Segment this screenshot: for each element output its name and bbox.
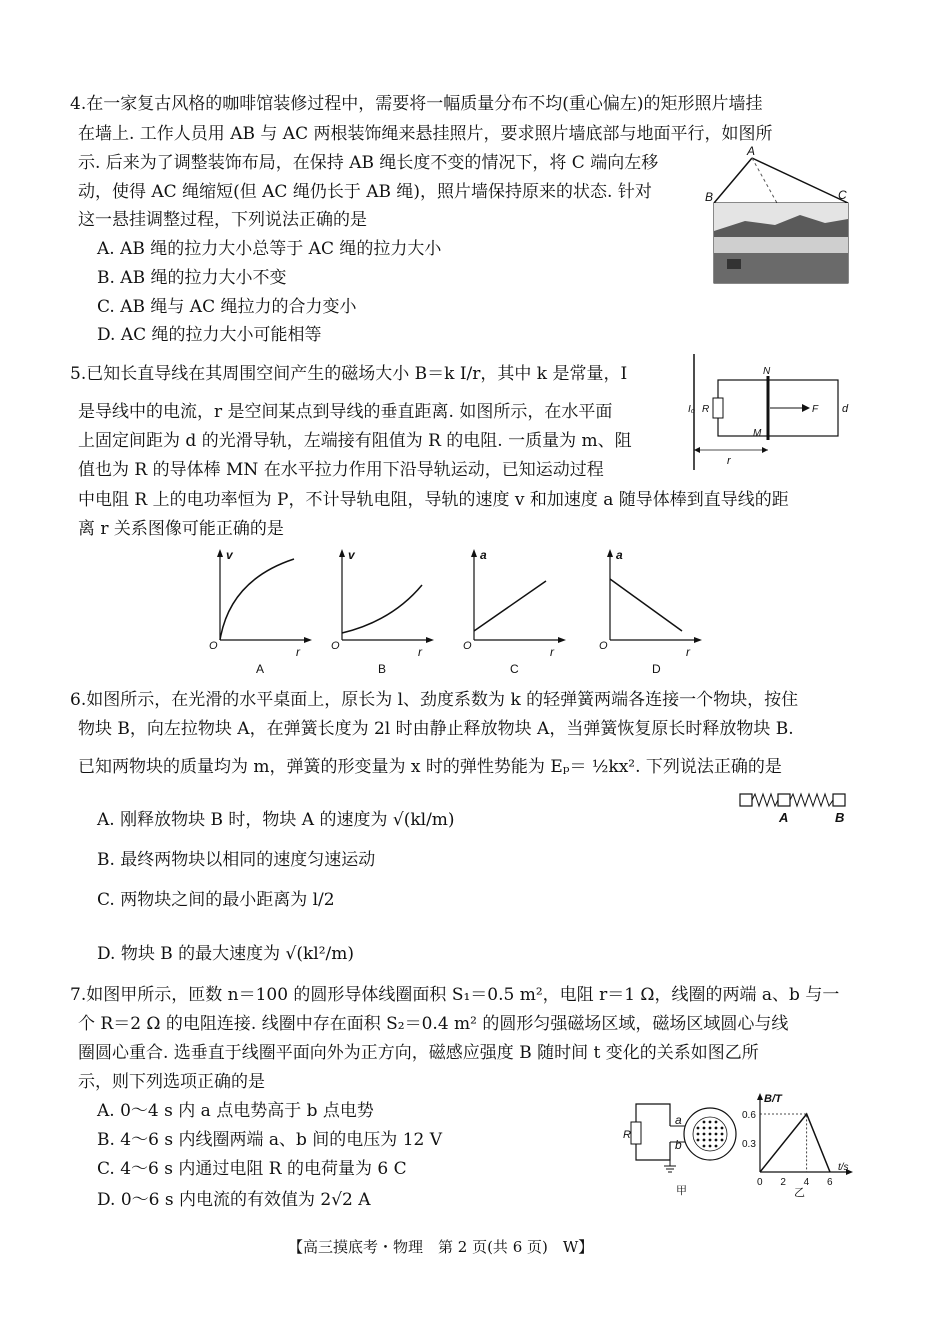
q6-line-2: 物块 B，向左拉物块 A，在弹簧长度为 2l 时由静止释放物块 A，当弹簧恢复原长时释放物块 B. <box>78 719 794 739</box>
q5-graph-d-xlabel: r <box>686 645 690 659</box>
field-dot <box>715 1145 718 1148</box>
field-dot <box>703 1139 706 1142</box>
q5-graph-b-origin: O <box>331 640 340 652</box>
q6-option-a: A. 刚释放物块 B 时，物块 A 的速度为 √(kl/m) <box>97 810 455 830</box>
q7-chart-xtick-3: 6 <box>827 1177 833 1188</box>
q7-chart-xtick-0: 0 <box>757 1177 763 1188</box>
q5-line-3: 上固定间距为 d 的光滑导轨，左端接有阻值为 R 的电阻. 一质量为 m、阻 <box>78 431 632 451</box>
q4-option-b: B. AB 绳的拉力大小不变 <box>97 268 287 288</box>
q7-figure-jia <box>622 1098 742 1198</box>
q4-option-d: D. AC 绳的拉力大小可能相等 <box>97 325 322 345</box>
q6-option-c: C. 两物块之间的最小距离为 l/2 <box>97 890 335 910</box>
q5-label-r-distance: r <box>727 455 731 467</box>
field-dot <box>715 1127 718 1130</box>
q7-option-d: D. 0～6 s 内电流的有效值为 2√2 A <box>97 1190 371 1210</box>
field-dot <box>721 1133 724 1136</box>
q7-chart-series-line <box>760 1114 830 1172</box>
q7-chart-caption: 乙 <box>794 1187 805 1199</box>
q7-option-b: B. 4～6 s 内线圈两端 a、b 间的电压为 12 V <box>97 1130 443 1150</box>
field-dot <box>703 1127 706 1130</box>
field-dot <box>721 1127 724 1130</box>
field-dot <box>697 1139 700 1142</box>
q5-graph-c-caption: C <box>510 662 519 676</box>
q5-graph-d-origin: O <box>599 640 608 652</box>
q6-line-3: 已知两物块的质量均为 m，弹簧的形变量为 x 时的弹性势能为 Eₚ＝ ½kx². 下列说法正确的是 <box>78 757 782 777</box>
q5-graph-b-xlabel: r <box>418 645 422 659</box>
q5-graph-a-origin: O <box>209 640 218 652</box>
q7-line-2: 个 R＝2 Ω 的电阻连接. 线圈中存在面积 S₂＝0.4 m² 的圆形匀强磁场区域，磁场区域圆心与线 <box>78 1014 789 1034</box>
page-footer: 【高三摸底考・物理 第 2 页(共 6 页) W】 <box>288 1238 594 1256</box>
q5-graph-d <box>590 545 710 675</box>
q7-chart-ytick-0: 0.6 <box>742 1110 756 1121</box>
q6-fig-label-a: A <box>779 810 789 825</box>
field-dot <box>703 1121 706 1124</box>
q7-jia-label-a: a <box>675 1113 682 1127</box>
q5-graph-b <box>322 545 442 675</box>
q7-figure-yi <box>742 1090 860 1200</box>
q4-fig-label-b: B <box>705 190 714 204</box>
field-dot <box>709 1133 712 1136</box>
q6-option-d: D. 物块 B 的最大速度为 √(kl²/m) <box>97 944 355 964</box>
q5-graph-a-caption: A <box>256 662 265 676</box>
q4-option-c: C. AB 绳与 AC 绳拉力的合力变小 <box>97 297 357 317</box>
field-dot <box>715 1133 718 1136</box>
q4-line-1: 4.在一家复古风格的咖啡馆装修过程中，需要将一幅质量分布不均(重心偏左)的矩形照片墙挂 <box>70 94 763 114</box>
q7-chart-xtick-1: 2 <box>780 1177 786 1188</box>
q5-graph-d-ylabel: a <box>616 548 623 562</box>
q4-line-3: 示. 后来为了调整装饰布局，在保持 AB 绳长度不变的情况下，将 C 端向左移 <box>78 153 659 173</box>
q5-graph-b-caption: B <box>378 662 387 676</box>
q5-label-f: F <box>812 404 819 415</box>
field-dot <box>697 1133 700 1136</box>
field-dot <box>709 1127 712 1130</box>
q7-chart-xtick-2: 4 <box>803 1177 810 1188</box>
q4-line-5: 这一悬挂调整过程，下列说法正确的是 <box>78 210 367 230</box>
field-dot <box>703 1145 706 1148</box>
q7-chart-xlabel: t/s <box>838 1162 849 1173</box>
q5-graph-a-ylabel: v <box>226 548 233 562</box>
q5-label-m: M <box>753 428 762 439</box>
q5-graph-b-ylabel: v <box>348 548 355 562</box>
field-dot <box>721 1139 724 1142</box>
q5-line-4: 值也为 R 的导体棒 MN 在水平拉力作用下沿导轨运动，已知运动过程 <box>78 460 604 480</box>
q7-jia-label-r: R <box>623 1129 631 1141</box>
q5-circuit <box>690 352 860 472</box>
field-dot <box>715 1121 718 1124</box>
q7-line-3: 圈圆心重合. 选垂直于线圈平面向外为正方向，磁感应强度 B 随时间 t 变化的关系如图乙所 <box>78 1043 759 1063</box>
field-dot <box>709 1121 712 1124</box>
q7-jia-caption: 甲 <box>676 1185 687 1197</box>
q6-fig-label-b: B <box>835 810 845 825</box>
q7-line-4: 示，则下列选项正确的是 <box>78 1072 265 1092</box>
q5-graph-c-origin: O <box>463 640 472 652</box>
field-dot <box>697 1127 700 1130</box>
field-dot <box>709 1145 712 1148</box>
q5-graph-c-ylabel: a <box>480 548 487 562</box>
q7-jia-label-b: b <box>675 1138 682 1152</box>
q5-graph-a <box>200 545 320 675</box>
q7-line-1: 7.如图甲所示，匝数 n＝100 的圆形导体线圈面积 S₁＝0.5 m²，电阻 r＝1 Ω，线圈的两端 a、b 与一 <box>70 985 840 1005</box>
q5-graph-c <box>454 545 574 675</box>
q5-line-5: 中电阻 R 上的电功率恒为 P，不计导轨电阻，导轨的速度 v 和加速度 a 随导体棒到直导线的距 <box>78 490 789 510</box>
q4-fig-label-a: A <box>747 144 756 158</box>
q5-line-6: 离 r 关系图像可能正确的是 <box>78 519 284 539</box>
q5-line-2: 是导线中的电流，r 是空间某点到导线的垂直距离. 如图所示，在水平面 <box>78 402 613 422</box>
field-dot <box>709 1139 712 1142</box>
q5-label-i0: I₀ <box>688 404 695 415</box>
q4-option-a: A. AB 绳的拉力大小总等于 AC 绳的拉力大小 <box>97 239 442 259</box>
q7-option-c: C. 4～6 s 内通过电阻 R 的电荷量为 6 C <box>97 1159 407 1179</box>
q6-figure <box>738 790 856 826</box>
q6-option-b: B. 最终两物块以相同的速度匀速运动 <box>97 850 376 870</box>
q5-label-d: d <box>842 403 849 415</box>
q6-line-1: 6.如图所示，在光滑的水平桌面上，原长为 l、劲度系数为 k 的轻弹簧两端各连接一个物块，按住 <box>70 690 799 710</box>
q5-graph-a-xlabel: r <box>296 645 300 659</box>
q4-figure <box>705 145 855 287</box>
field-dot <box>715 1139 718 1142</box>
q5-graph-d-caption: D <box>652 662 661 676</box>
q5-label-n: N <box>763 366 771 377</box>
q4-line-4: 动，使得 AC 绳缩短(但 AC 绳仍长于 AB 绳)，照片墙保持原来的状态. 针对 <box>78 182 652 202</box>
q5-graph-c-xlabel: r <box>550 645 554 659</box>
q4-fig-label-c: C <box>838 188 847 202</box>
q5-label-r-resistor: R <box>702 404 710 415</box>
q7-chart-ylabel: B/T <box>764 1093 782 1105</box>
q4-line-2: 在墙上. 工作人员用 AB 与 AC 两根装饰绳来悬挂照片，要求照片墙底部与地面平行，如图所 <box>78 124 773 144</box>
field-dot <box>703 1133 706 1136</box>
q5-line-1: 5.已知长直导线在其周围空间产生的磁场大小 B＝k I/r，其中 k 是常量，I <box>70 364 628 384</box>
q7-option-a: A. 0～4 s 内 a 点电势高于 b 点电势 <box>97 1101 374 1121</box>
q7-chart-ytick-1: 0.3 <box>742 1139 756 1150</box>
